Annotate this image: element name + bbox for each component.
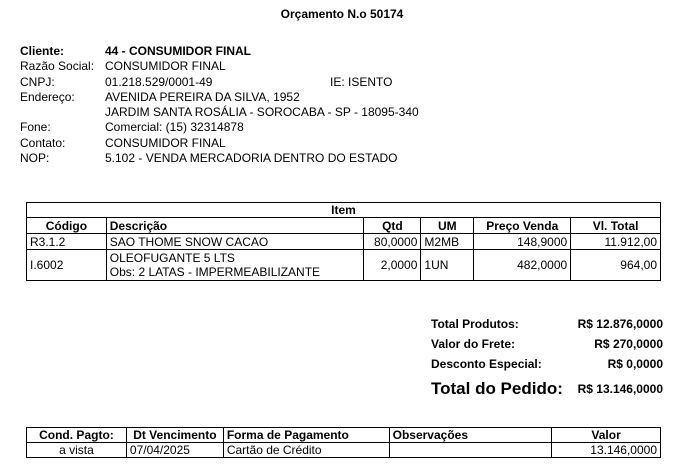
payment-table bbox=[26, 427, 661, 458]
cell-descricao-line: OLEOFUGANTE 5 LTS bbox=[109, 251, 235, 265]
desconto-row bbox=[431, 354, 663, 374]
total-pedido-value: R$ 13.146,0000 bbox=[577, 382, 663, 396]
ie-value: IE: ISENTO bbox=[330, 74, 393, 89]
fone-label: Fone: bbox=[20, 120, 51, 135]
total-pedido-row bbox=[431, 376, 663, 402]
valor-frete-row bbox=[431, 334, 663, 354]
total-produtos-label: Total Produtos: bbox=[431, 317, 519, 331]
header-descricao: Descrição bbox=[106, 218, 364, 234]
cnpj-value bbox=[105, 74, 393, 90]
cnpj-label: CNPJ: bbox=[20, 74, 55, 89]
client-label: Cliente: bbox=[20, 44, 65, 58]
table-row bbox=[27, 250, 661, 281]
nop-value: 5.102 - VENDA MERCADORIA DENTRO DO ESTADO bbox=[105, 151, 398, 166]
header-valor: Valor bbox=[552, 428, 661, 443]
header-preco: Preço Venda bbox=[474, 218, 571, 234]
header-vencimento: Dt Vencimento bbox=[126, 428, 223, 443]
header-total: Vl. Total bbox=[571, 218, 661, 234]
header-qtd: Qtd bbox=[364, 218, 421, 234]
cell-valor: 13.146,0000 bbox=[552, 443, 661, 458]
cell-obs-line: Obs: 2 LATAS - IMPERMEABILIZANTE bbox=[109, 265, 321, 279]
cell-qtd: 2,0000 bbox=[364, 250, 421, 281]
items-table bbox=[26, 202, 661, 281]
endereco-label: Endereço: bbox=[20, 89, 75, 104]
header-codigo: Código bbox=[27, 218, 107, 234]
cell-codigo: R3.1.2 bbox=[27, 234, 107, 250]
cell-cond: a vista bbox=[27, 443, 127, 458]
desconto-value: R$ 0,0000 bbox=[607, 357, 663, 371]
valor-frete-label: Valor do Frete: bbox=[431, 337, 516, 351]
cell-preco: 482,0000 bbox=[474, 250, 571, 281]
cell-descricao bbox=[106, 250, 364, 281]
cnpj-number: 01.218.529/0001-49 bbox=[105, 74, 213, 89]
cell-total: 964,00 bbox=[571, 250, 661, 281]
items-group-header: Item bbox=[27, 203, 661, 218]
cell-total: 11.912,00 bbox=[571, 234, 661, 250]
header-cond-pagto: Cond. Pagto: bbox=[27, 428, 127, 443]
total-produtos-row bbox=[431, 314, 663, 334]
contato-label: Contato: bbox=[20, 135, 66, 150]
cell-preco: 148,9000 bbox=[474, 234, 571, 250]
table-row bbox=[27, 234, 661, 250]
razao-label: Razão Social: bbox=[20, 59, 95, 74]
nop-label: NOP: bbox=[20, 151, 50, 166]
cell-vencimento: 07/04/2025 bbox=[126, 443, 223, 458]
cell-descricao: SAO THOME SNOW CACAO bbox=[106, 234, 364, 250]
razao-value: CONSUMIDOR FINAL bbox=[105, 59, 226, 74]
table-row bbox=[27, 443, 661, 458]
endereco-line1: AVENIDA PEREIRA DA SILVA, 1952 bbox=[105, 89, 300, 104]
header-forma: Forma de Pagamento bbox=[223, 428, 389, 443]
desconto-label: Desconto Especial: bbox=[431, 357, 542, 371]
fone-value: Comercial: (15) 32314878 bbox=[105, 120, 244, 135]
header-observacoes: Observações bbox=[389, 428, 552, 443]
total-produtos-value: R$ 12.876,0000 bbox=[577, 317, 663, 331]
client-value: 44 - CONSUMIDOR FINAL bbox=[105, 44, 252, 58]
cell-um: M2MB bbox=[421, 234, 474, 250]
valor-frete-value: R$ 270,0000 bbox=[594, 337, 663, 351]
cell-codigo: I.6002 bbox=[27, 250, 107, 281]
totals-block bbox=[431, 314, 663, 402]
contato-value: CONSUMIDOR FINAL bbox=[105, 135, 226, 150]
cell-qtd: 80,0000 bbox=[364, 234, 421, 250]
header-um: UM bbox=[421, 218, 474, 234]
endereco-line2: JARDIM SANTA ROSÁLIA - SOROCABA - SP - 18095-340 bbox=[105, 105, 419, 120]
total-pedido-label: Total do Pedido: bbox=[431, 379, 563, 398]
cell-um: 1UN bbox=[421, 250, 474, 281]
cell-forma: Cartão de Crédito bbox=[223, 443, 389, 458]
cell-obs bbox=[389, 443, 552, 458]
page-title: Orçamento N.o 50174 bbox=[280, 7, 404, 21]
